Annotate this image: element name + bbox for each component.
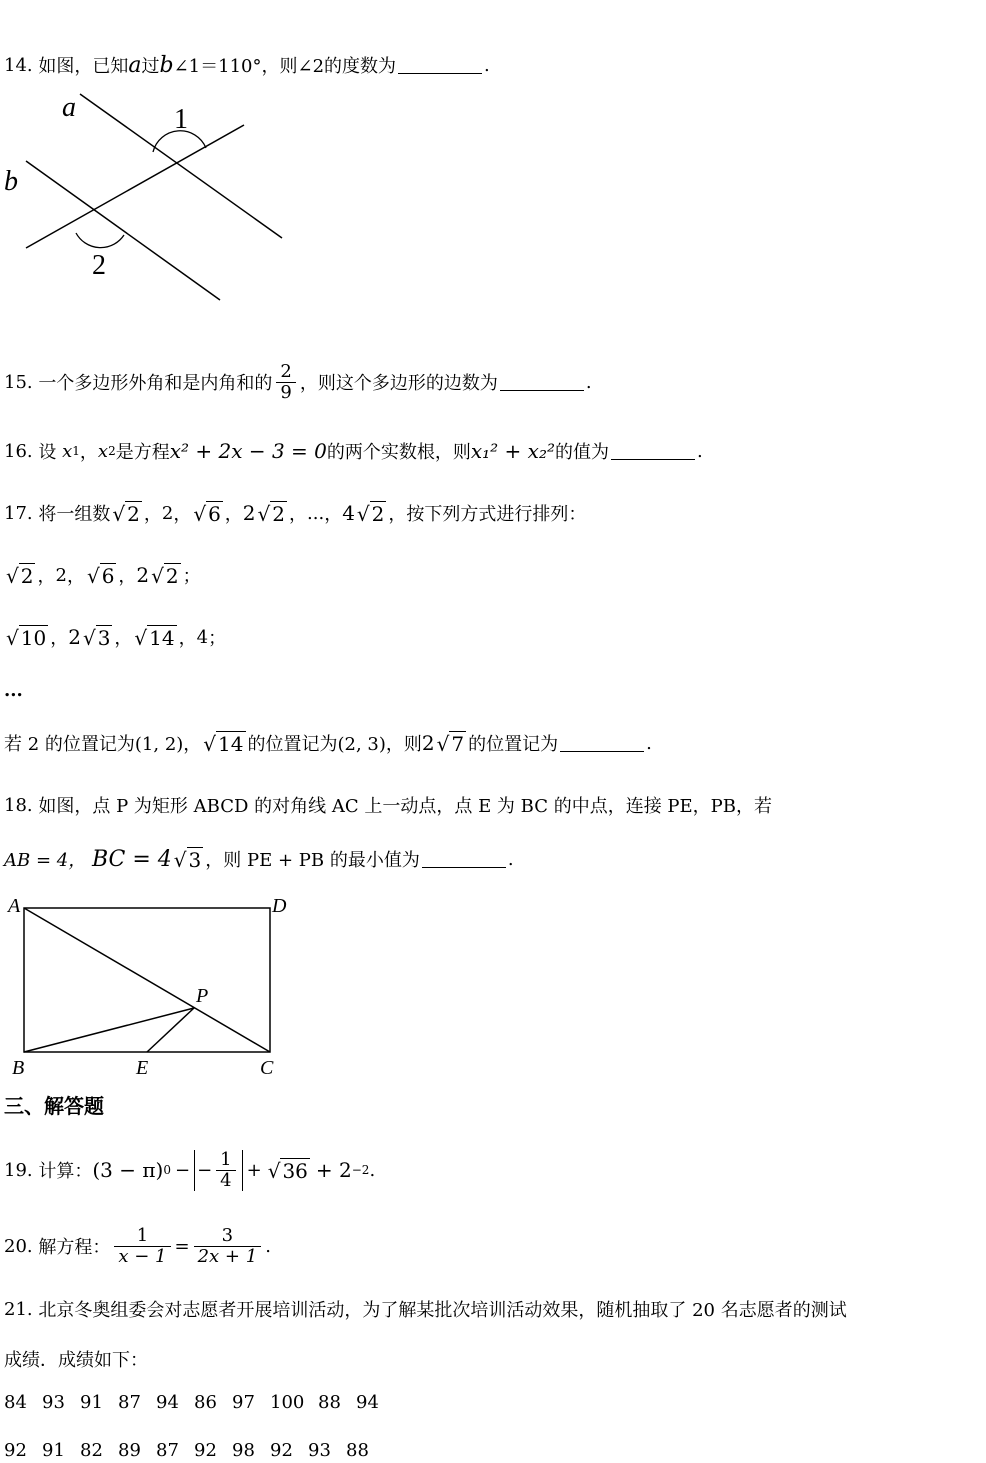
angle-2-arc bbox=[76, 233, 124, 248]
q16-text3: 的两个实数根，则 bbox=[326, 442, 471, 463]
label-C: C bbox=[260, 1057, 274, 1079]
fraction-numerator: 1 bbox=[220, 1149, 232, 1170]
q20-text: 解方程： bbox=[38, 1237, 111, 1259]
minus: − bbox=[174, 1159, 191, 1181]
answer-blank[interactable] bbox=[398, 72, 482, 74]
q17-cond1: 若 2 的位置记为(1, 2)， bbox=[4, 734, 202, 755]
separator: ， bbox=[66, 566, 85, 587]
subscript: 2 bbox=[108, 444, 116, 458]
segment-pb bbox=[24, 1008, 194, 1052]
ellipsis: ... bbox=[307, 502, 325, 524]
q19-line bbox=[4, 1150, 375, 1191]
label-E: E bbox=[136, 1057, 149, 1079]
q17-cond3: 的位置记为 bbox=[468, 734, 559, 755]
score: 89 bbox=[118, 1440, 141, 1461]
sqrt: √ 2 bbox=[356, 501, 385, 526]
sqrt: √ 2 bbox=[112, 501, 140, 526]
sqrt: √ 2 bbox=[257, 501, 286, 526]
expression: x₁² + x₂² bbox=[470, 439, 555, 463]
fraction bbox=[276, 362, 295, 403]
exponent: 0 bbox=[163, 1163, 171, 1178]
equation: x² + 2x − 3 = 0 bbox=[169, 439, 327, 463]
radicand: 14 bbox=[218, 731, 244, 756]
q18-bc: BC = 4 bbox=[91, 846, 172, 872]
label-B: B bbox=[12, 1057, 25, 1079]
exponent: −2 bbox=[351, 1163, 370, 1178]
q19-end: . bbox=[369, 1159, 376, 1181]
coefficient: 2 bbox=[242, 501, 256, 525]
question-number: 17. bbox=[4, 502, 33, 524]
sqrt: √ 6 bbox=[193, 501, 221, 526]
q14-text: 如图，已知 bbox=[38, 56, 129, 77]
coefficient: 2 bbox=[136, 563, 150, 587]
q15-text: 一个多边形外角和是内角和的 bbox=[38, 373, 273, 395]
fraction-denominator: 2x + 1 bbox=[194, 1246, 262, 1267]
radicand: 3 bbox=[97, 625, 111, 650]
score: 93 bbox=[42, 1392, 65, 1413]
number: 2 bbox=[55, 564, 67, 586]
question-number: 15. bbox=[4, 371, 33, 393]
score: 91 bbox=[80, 1392, 103, 1413]
q19-expr-a: (3 − π) bbox=[92, 1158, 164, 1183]
coefficient: 2 bbox=[421, 731, 435, 755]
sqrt: √ 2 bbox=[6, 563, 34, 588]
q16-text4: 的值为 bbox=[554, 442, 609, 463]
q16-text2: 是方程 bbox=[115, 442, 170, 463]
q14-end: . bbox=[484, 54, 490, 76]
question-number: 20. bbox=[4, 1235, 33, 1257]
sqrt: √ 7 bbox=[436, 731, 465, 756]
score: 82 bbox=[80, 1440, 103, 1461]
q14-angle-text: ∠1＝110°，则∠2的度数为 bbox=[173, 56, 397, 77]
q19-text: 计算： bbox=[38, 1161, 93, 1183]
q18-figure bbox=[0, 890, 310, 1082]
sqrt: √ 3 bbox=[173, 847, 202, 872]
fraction bbox=[216, 1150, 235, 1191]
separator: ， bbox=[37, 566, 56, 587]
score: 94 bbox=[156, 1392, 179, 1413]
score: 86 bbox=[194, 1392, 217, 1413]
radicand: 6 bbox=[101, 563, 115, 588]
question-number: 19. bbox=[4, 1159, 33, 1181]
score: 91 bbox=[42, 1440, 65, 1461]
sqrt: √ 3 bbox=[82, 625, 111, 650]
question-number: 21. bbox=[4, 1298, 33, 1320]
minus: − bbox=[197, 1159, 213, 1181]
q14-figure bbox=[0, 88, 300, 303]
q17-ellipsis: ... bbox=[4, 680, 23, 701]
fraction-denominator: 9 bbox=[276, 382, 295, 403]
q18-end: . bbox=[507, 848, 514, 870]
sqrt: √ 36 bbox=[267, 1158, 308, 1183]
separator: ， bbox=[324, 504, 343, 525]
sqrt: √ 14 bbox=[203, 731, 244, 756]
radicand: 14 bbox=[149, 625, 175, 650]
score: 88 bbox=[318, 1392, 341, 1413]
q16-end: . bbox=[696, 440, 703, 462]
label-D: D bbox=[272, 895, 287, 917]
q17-row1 bbox=[4, 562, 201, 588]
label-1: 1 bbox=[174, 104, 188, 135]
q21-text: 北京冬奥组委会对志愿者开展培训活动，为了解某批次培训活动效果，随机抽取了 20 名志愿者的测试 bbox=[38, 1300, 847, 1321]
score: 93 bbox=[308, 1440, 331, 1461]
q15-text2: ，则这个多边形的边数为 bbox=[299, 373, 498, 395]
absolute-value bbox=[194, 1150, 243, 1191]
answer-blank[interactable] bbox=[611, 458, 695, 460]
sqrt: √ 10 bbox=[6, 625, 47, 650]
sqrt: √ 6 bbox=[86, 563, 115, 588]
q17-line bbox=[4, 500, 586, 526]
label-b: b bbox=[4, 166, 18, 197]
number: 2 bbox=[161, 502, 174, 524]
q18-text: 如图，点 P 为矩形 ABCD 的对角线 AC 上一动点，点 E 为 BC 的中点，连接 PE，PB，若 bbox=[38, 796, 773, 817]
line-b bbox=[26, 161, 220, 300]
fraction-denominator: x − 1 bbox=[114, 1246, 170, 1267]
separator: ， bbox=[50, 628, 69, 649]
score: 100 bbox=[270, 1392, 305, 1413]
separator: ， bbox=[289, 504, 308, 525]
equals: = bbox=[174, 1235, 190, 1257]
score: 88 bbox=[346, 1440, 369, 1461]
q14-line bbox=[4, 52, 490, 78]
separator: ； bbox=[182, 566, 201, 587]
score: 92 bbox=[194, 1440, 217, 1461]
separator: ， bbox=[173, 504, 192, 525]
transversal-line bbox=[26, 125, 244, 248]
question-number: 16. bbox=[4, 440, 33, 462]
q18-line2 bbox=[4, 846, 514, 872]
radicand: 2 bbox=[272, 501, 286, 526]
separator: ； bbox=[208, 628, 227, 649]
question-number: 18. bbox=[4, 794, 33, 816]
radicand: 6 bbox=[208, 501, 221, 526]
scores-row-1 bbox=[4, 1392, 394, 1413]
coefficient: 2 bbox=[68, 625, 81, 649]
number: 4 bbox=[196, 626, 209, 648]
q21-line2: 成绩．成绩如下： bbox=[4, 1350, 148, 1371]
radicand: 2 bbox=[20, 563, 34, 588]
q16-line bbox=[4, 438, 703, 464]
label-P: P bbox=[196, 985, 209, 1007]
fraction-numerator: 1 bbox=[136, 1225, 149, 1246]
separator: ， bbox=[118, 566, 137, 587]
q18-line bbox=[4, 792, 772, 818]
score: 84 bbox=[4, 1392, 27, 1413]
separator: ， bbox=[224, 504, 243, 525]
label-A: A bbox=[8, 895, 21, 917]
q20-line bbox=[4, 1226, 271, 1267]
q16-text: 设 bbox=[38, 442, 57, 463]
q17-condition bbox=[4, 730, 652, 756]
question-number: 14. bbox=[4, 54, 33, 76]
fraction-right bbox=[194, 1226, 262, 1267]
section-heading: 三、解答题 bbox=[4, 1094, 104, 1118]
q17-intro: 将一组数 bbox=[38, 504, 111, 525]
separator: ， bbox=[114, 628, 133, 649]
q17-cond2: 的位置记为(2, 3)，则 bbox=[247, 734, 422, 755]
scores-row-2 bbox=[4, 1440, 384, 1461]
separator: ， bbox=[143, 504, 162, 525]
sqrt: √ 2 bbox=[151, 563, 179, 588]
subscript: 1 bbox=[72, 444, 80, 458]
q21-line bbox=[4, 1296, 847, 1322]
q15-end: . bbox=[585, 371, 592, 393]
separator: ， bbox=[79, 442, 98, 463]
score: 87 bbox=[156, 1440, 179, 1461]
fraction-numerator: 2 bbox=[280, 361, 292, 382]
radicand: 3 bbox=[188, 847, 202, 872]
q18-text2: ，则 PE + PB 的最小值为 bbox=[205, 850, 420, 871]
score: 98 bbox=[232, 1440, 255, 1461]
sqrt: √ 14 bbox=[134, 625, 175, 650]
radicand: 2 bbox=[127, 501, 140, 526]
score: 92 bbox=[4, 1440, 27, 1461]
diagonal-ac bbox=[24, 908, 270, 1052]
number: 4 bbox=[342, 501, 355, 525]
answer-blank[interactable] bbox=[560, 750, 644, 752]
radicand: 2 bbox=[371, 501, 385, 526]
q14-var-b: b bbox=[159, 52, 174, 78]
q20-end: . bbox=[265, 1235, 271, 1257]
q14-var-a: a bbox=[128, 52, 142, 78]
label-2: 2 bbox=[92, 250, 106, 281]
score: 87 bbox=[118, 1392, 141, 1413]
score: 97 bbox=[232, 1392, 255, 1413]
fraction-denominator: 4 bbox=[216, 1170, 235, 1191]
radicand: 2 bbox=[165, 563, 179, 588]
q17-end: . bbox=[646, 732, 652, 754]
score: 94 bbox=[356, 1392, 379, 1413]
radicand: 10 bbox=[20, 625, 47, 650]
fraction-left bbox=[114, 1226, 170, 1267]
label-a: a bbox=[62, 92, 76, 123]
plus: + bbox=[246, 1159, 262, 1181]
q17-intro-tail: ，按下列方式进行排列： bbox=[388, 504, 587, 525]
answer-blank[interactable] bbox=[500, 389, 584, 391]
radicand: 7 bbox=[451, 731, 465, 756]
separator: ， bbox=[178, 628, 197, 649]
score: 92 bbox=[270, 1440, 293, 1461]
var-x: x bbox=[97, 440, 109, 462]
var-x: x bbox=[62, 440, 73, 462]
answer-blank[interactable] bbox=[422, 866, 506, 868]
radicand: 36 bbox=[282, 1158, 308, 1183]
q14-text-b: 过 bbox=[141, 56, 160, 77]
q17-row2 bbox=[4, 624, 226, 650]
q15-line bbox=[4, 362, 592, 403]
q19-tail: + 2 bbox=[315, 1158, 352, 1183]
q18-ab: AB = 4， bbox=[4, 850, 87, 871]
fraction-numerator: 3 bbox=[221, 1225, 234, 1246]
